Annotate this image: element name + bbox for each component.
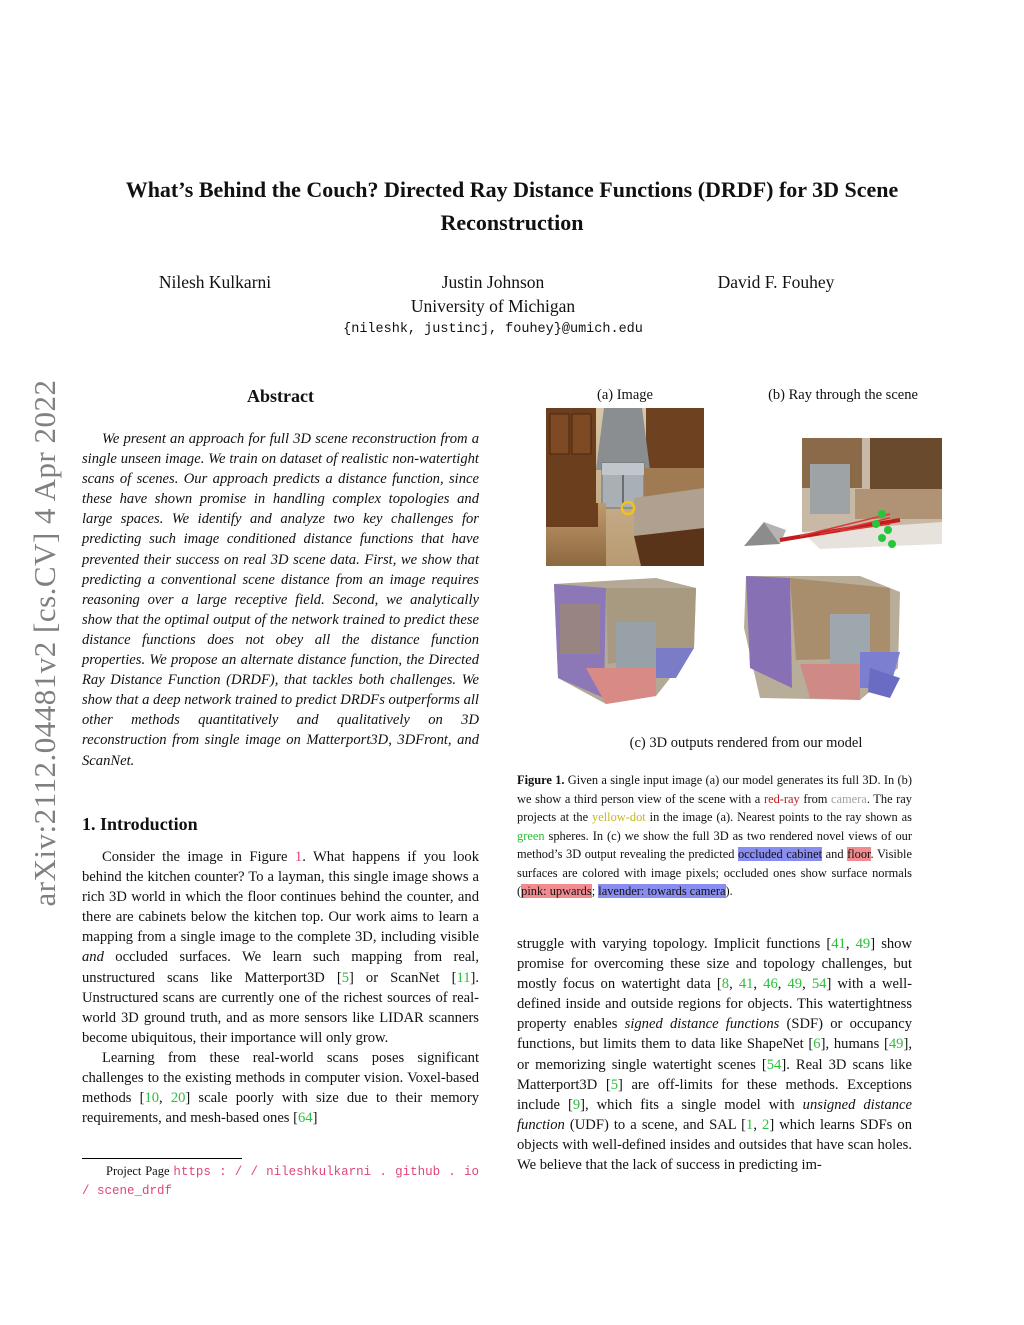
author-1: Nilesh Kulkarni bbox=[158, 272, 272, 292]
citation-link[interactable]: 64 bbox=[298, 1110, 313, 1127]
project-page-link[interactable]: https : / / nileshkulkarni . github . io / scene_drdf bbox=[82, 1165, 479, 1198]
author-2: Justin Johnson bbox=[441, 272, 545, 292]
kitchen-input-image bbox=[546, 408, 704, 566]
citation-link[interactable]: 5 bbox=[610, 1076, 618, 1093]
footnote-label: Project Page bbox=[106, 1164, 174, 1178]
subfigure-b-label: (b) Ray through the scene bbox=[768, 387, 918, 403]
citation-link[interactable]: 54 bbox=[811, 976, 827, 993]
citation-link[interactable]: 8 bbox=[721, 976, 730, 993]
citation-link[interactable]: 6 bbox=[813, 1036, 821, 1053]
intro-paragraph-2: Learning from these real-world scans poses significant challenges to the existing methods in computer vision. Voxel-based methods [10, 20] scale poorly with size due to their memory requirements, and mesh-based ones [64] bbox=[82, 1049, 480, 1127]
citation-link[interactable]: 10 bbox=[144, 1090, 160, 1107]
arxiv-identifier: arXiv:2112.04481v2 [cs.CV] 4 Apr 2022 bbox=[27, 379, 62, 907]
intro-paragraph-1: Consider the image in Figure 1. What happens if you look behind the kitchen counter? To a layman, this single image shows a rich 3D world in which the floor continues behind the counter, and there are cabinets below the kitchen top. Our work aims to learn a mapping from a single image to the complete 3D, including visible and occluded surfaces. We learn such mapping from real, unstructured scans like Matterport3D [5] or ScanNet [11]. Unstructured scans are currently one of the richest sources of real-world 3D ground truth, and as more sensors like LIDAR scanners become ubiquitous, their importance will only grow. bbox=[82, 849, 480, 1046]
citation-link[interactable]: 1 bbox=[746, 1116, 754, 1133]
figure-ref[interactable]: 1 bbox=[294, 849, 303, 865]
affiliation: University of Michigan bbox=[410, 296, 576, 316]
subfigure-a-label: (a) Image bbox=[597, 387, 653, 403]
body-paragraph: struggle with varying topology. Implicit functions [41, 49] show promise for overcoming these size and topology challenges, but mostly focus on watertight data [8, 41, 46, 49, 54] with a well-defined inside and outside regions for objects. This watertightness property enables signed distance functions (SDF) or occupancy functions, but limits them to data like ShapeNet [6], humans [49], or memorizing single watertight scenes [54]. Real 3D scans like Matterport3D [5] are off-limits for these methods. Exceptions include [9], which fits a single model with unsigned distance function (UDF) to a scene, and SAL [1, 2] which learns SDFs on objects with well-defined insides and outsides that have scan holes. We believe that the lack of success in predicting im- bbox=[517, 936, 913, 1174]
citation-link[interactable]: 11 bbox=[456, 969, 471, 986]
citation-link[interactable]: 20 bbox=[170, 1090, 186, 1107]
citation-link[interactable]: 46 bbox=[763, 976, 778, 993]
citation-link[interactable]: 49 bbox=[855, 936, 871, 952]
citation-link[interactable]: 2 bbox=[762, 1116, 770, 1133]
citation-link[interactable]: 5 bbox=[341, 969, 349, 986]
ray-scene-render bbox=[740, 434, 946, 562]
author-emails: {nileshk, justincj, fouhey}@umich.edu bbox=[343, 322, 643, 337]
citation-link[interactable]: 9 bbox=[572, 1096, 581, 1113]
novel-view-render-1 bbox=[546, 568, 704, 708]
abstract-text: We present an approach for full 3D scene reconstruction from a single unseen image. We train on dataset of realistic non-watertight scans of scenes. Our approach predicts a distance function, since these have shown promise in handling complex topologies and large spaces. We identify and analyze two key challenges for predicting such image conditioned distance functions that have prevented their success on real 3D scene data. First, we show that predicting a conventional scene distance from an image requires reasoning over a large receptive field. Second, we analytically show that the optimal output of the network trained to predict these distance functions does not obey all the distance function properties. We propose an alternate distance function, the Directed Ray Distance Function (DRDF), that tackles both challenges. We show that a deep network trained to predict DRDFs outperforms all other methods quantitatively and qualitatively on 3D reconstruction from single image on Matterport3D, 3DFront, and ScanNet. bbox=[82, 431, 479, 769]
footnote bbox=[82, 1162, 479, 1200]
intro-body bbox=[82, 847, 479, 1128]
abstract-heading: Abstract bbox=[247, 386, 314, 406]
citation-link[interactable]: 54 bbox=[766, 1056, 782, 1073]
footnote-rule bbox=[82, 1158, 242, 1159]
author-3: David F. Fouhey bbox=[717, 272, 835, 292]
paper-title: What’s Behind the Couch? Directed Ray Distance Functions (DRDF) for 3D Scene Reconstruction bbox=[125, 177, 899, 235]
novel-view-render-2 bbox=[740, 568, 906, 708]
citation-link[interactable]: 41 bbox=[831, 936, 846, 952]
subfigure-c-label: (c) 3D outputs rendered from our model bbox=[629, 735, 863, 751]
intro-heading: 1. Introduction bbox=[82, 814, 198, 834]
citation-link[interactable]: 41 bbox=[738, 976, 754, 993]
citation-link[interactable]: 49 bbox=[787, 976, 803, 993]
citation-link[interactable]: 49 bbox=[888, 1036, 904, 1053]
figure-1-caption: Figure 1. Given a single input image (a) our model generates its full 3D. In (b) we show a third person view of the scene with a red-ray from camera. The ray projects at the yellow-dot in the image (a). Nearest points to the ray shown as green spheres. In (c) we show the full 3D as two rendered novel views of our method’s 3D output revealing the predicted occluded cabinet and floor. Visible surfaces are colored with image pixels; occluded ones show surface normals (pink: upwards; lavender: towards camera). bbox=[517, 773, 913, 898]
right-column-text bbox=[517, 934, 912, 1175]
